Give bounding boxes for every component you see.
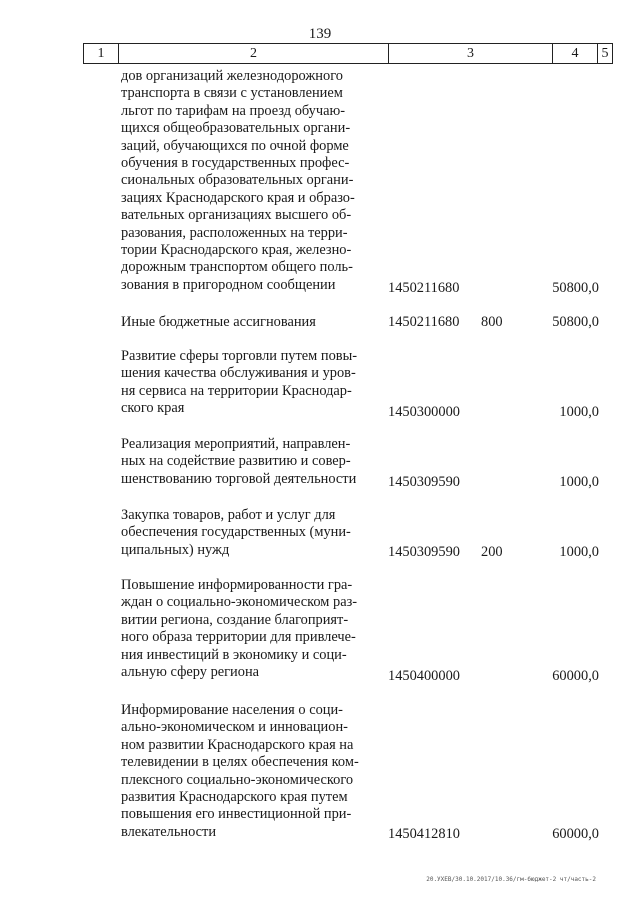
description-line: разования, расположенных на терри- <box>121 224 348 241</box>
description-line: ния инвестиций в экономику и соци- <box>121 646 347 663</box>
row-code: 1450300000 <box>388 404 460 420</box>
description-line: Развитие сферы торговли путем повы- <box>121 348 358 364</box>
description-line: ально-экономическом и инновацион- <box>121 719 348 736</box>
description-line: обеспечения государственных (муни- <box>121 524 351 541</box>
description-line: щихся общеобразовательных органи- <box>121 120 351 137</box>
row-amount: 50800,0 <box>552 314 599 330</box>
row-amount: 1000,0 <box>559 404 599 420</box>
row-code: 1450412810 <box>388 826 460 842</box>
description-line: Реализация мероприятий, направлен- <box>121 436 351 452</box>
row-amount: 60000,0 <box>552 826 599 842</box>
row-description <box>121 507 377 559</box>
description-line: тории Краснодарского края, железно- <box>121 242 352 259</box>
row-description <box>121 702 377 841</box>
column-header-row <box>83 43 613 64</box>
description-line: Информирование населения о соци- <box>121 702 343 718</box>
description-line: влекательности <box>121 823 217 840</box>
column-header-3: 3 <box>389 44 553 63</box>
row-amount: 1000,0 <box>559 544 599 560</box>
row-description <box>121 577 377 681</box>
description-line: витии региона, создание благоприят- <box>121 611 349 628</box>
description-line: сиональных образовательных органи- <box>121 172 354 189</box>
row-expense-type: 200 <box>481 544 503 560</box>
row-amount: 1000,0 <box>559 474 599 490</box>
row-code: 1450309590 <box>388 474 460 490</box>
description-line: льгот по тарифам на проезд обучаю- <box>121 102 346 119</box>
description-line: ном развитии Краснодарского края на <box>121 736 354 753</box>
description-line: ных на содействие развитию и совер- <box>121 453 351 470</box>
description-line: Повышение информированности гра- <box>121 577 353 593</box>
description-line: ского края <box>121 400 185 417</box>
description-line: ня сервиса на территории Краснодар- <box>121 382 352 399</box>
description-line: Закупка товаров, работ и услуг для <box>121 507 336 523</box>
row-description <box>121 314 377 331</box>
description-line: ждан о социально-экономическом раз- <box>121 594 358 611</box>
column-header-5: 5 <box>601 46 609 61</box>
description-line: телевидении в целях обеспечения ком- <box>121 754 359 771</box>
row-amount: 50800,0 <box>552 280 599 296</box>
row-description <box>121 436 377 488</box>
description-line: плексного социально-экономического <box>121 771 354 788</box>
row-code: 1450211680 <box>388 314 460 330</box>
description-line: ципальных) нужд <box>121 541 230 558</box>
page-number: 139 <box>308 26 332 42</box>
description-line: шенствованию торговой деятельности <box>121 470 357 487</box>
footer-file-reference: 20.УХЕВ/30.10.2017/10.36/гм-бюджет-2 чт/часть-2 <box>426 876 596 883</box>
description-line: Иные бюджетные ассигнования <box>121 314 316 330</box>
description-line: развития Краснодарского края путем <box>121 789 348 806</box>
row-description <box>121 348 377 418</box>
column-header-4: 4 <box>553 44 598 63</box>
description-line: дорожным транспортом общего поль- <box>121 259 353 276</box>
row-code: 1450211680 <box>388 280 460 296</box>
column-header-1: 1 <box>84 44 119 63</box>
description-line: вательных организациях высшего об- <box>121 207 352 224</box>
description-line: ного образа территории для привлече- <box>121 629 356 646</box>
description-line: дов организаций железнодорожного <box>121 68 343 84</box>
description-line: заций, обучающихся по очной форме <box>121 137 349 154</box>
description-line: транспорта в связи с установлением <box>121 85 343 102</box>
row-description <box>121 68 377 294</box>
description-line: зациях Краснодарского края и образо- <box>121 189 355 206</box>
description-line: повышения его инвестиционной при- <box>121 806 352 823</box>
row-code: 1450400000 <box>388 668 460 684</box>
row-expense-type: 800 <box>481 314 503 330</box>
row-code: 1450309590 <box>388 544 460 560</box>
row-amount: 60000,0 <box>552 668 599 684</box>
description-line: альную сферу региона <box>121 664 260 681</box>
description-line: обучения в государственных профес- <box>121 155 350 172</box>
description-line: зования в пригородном сообщении <box>121 276 336 293</box>
description-line: шения качества обслуживания и уров- <box>121 365 356 382</box>
column-header-2: 2 <box>119 44 389 63</box>
